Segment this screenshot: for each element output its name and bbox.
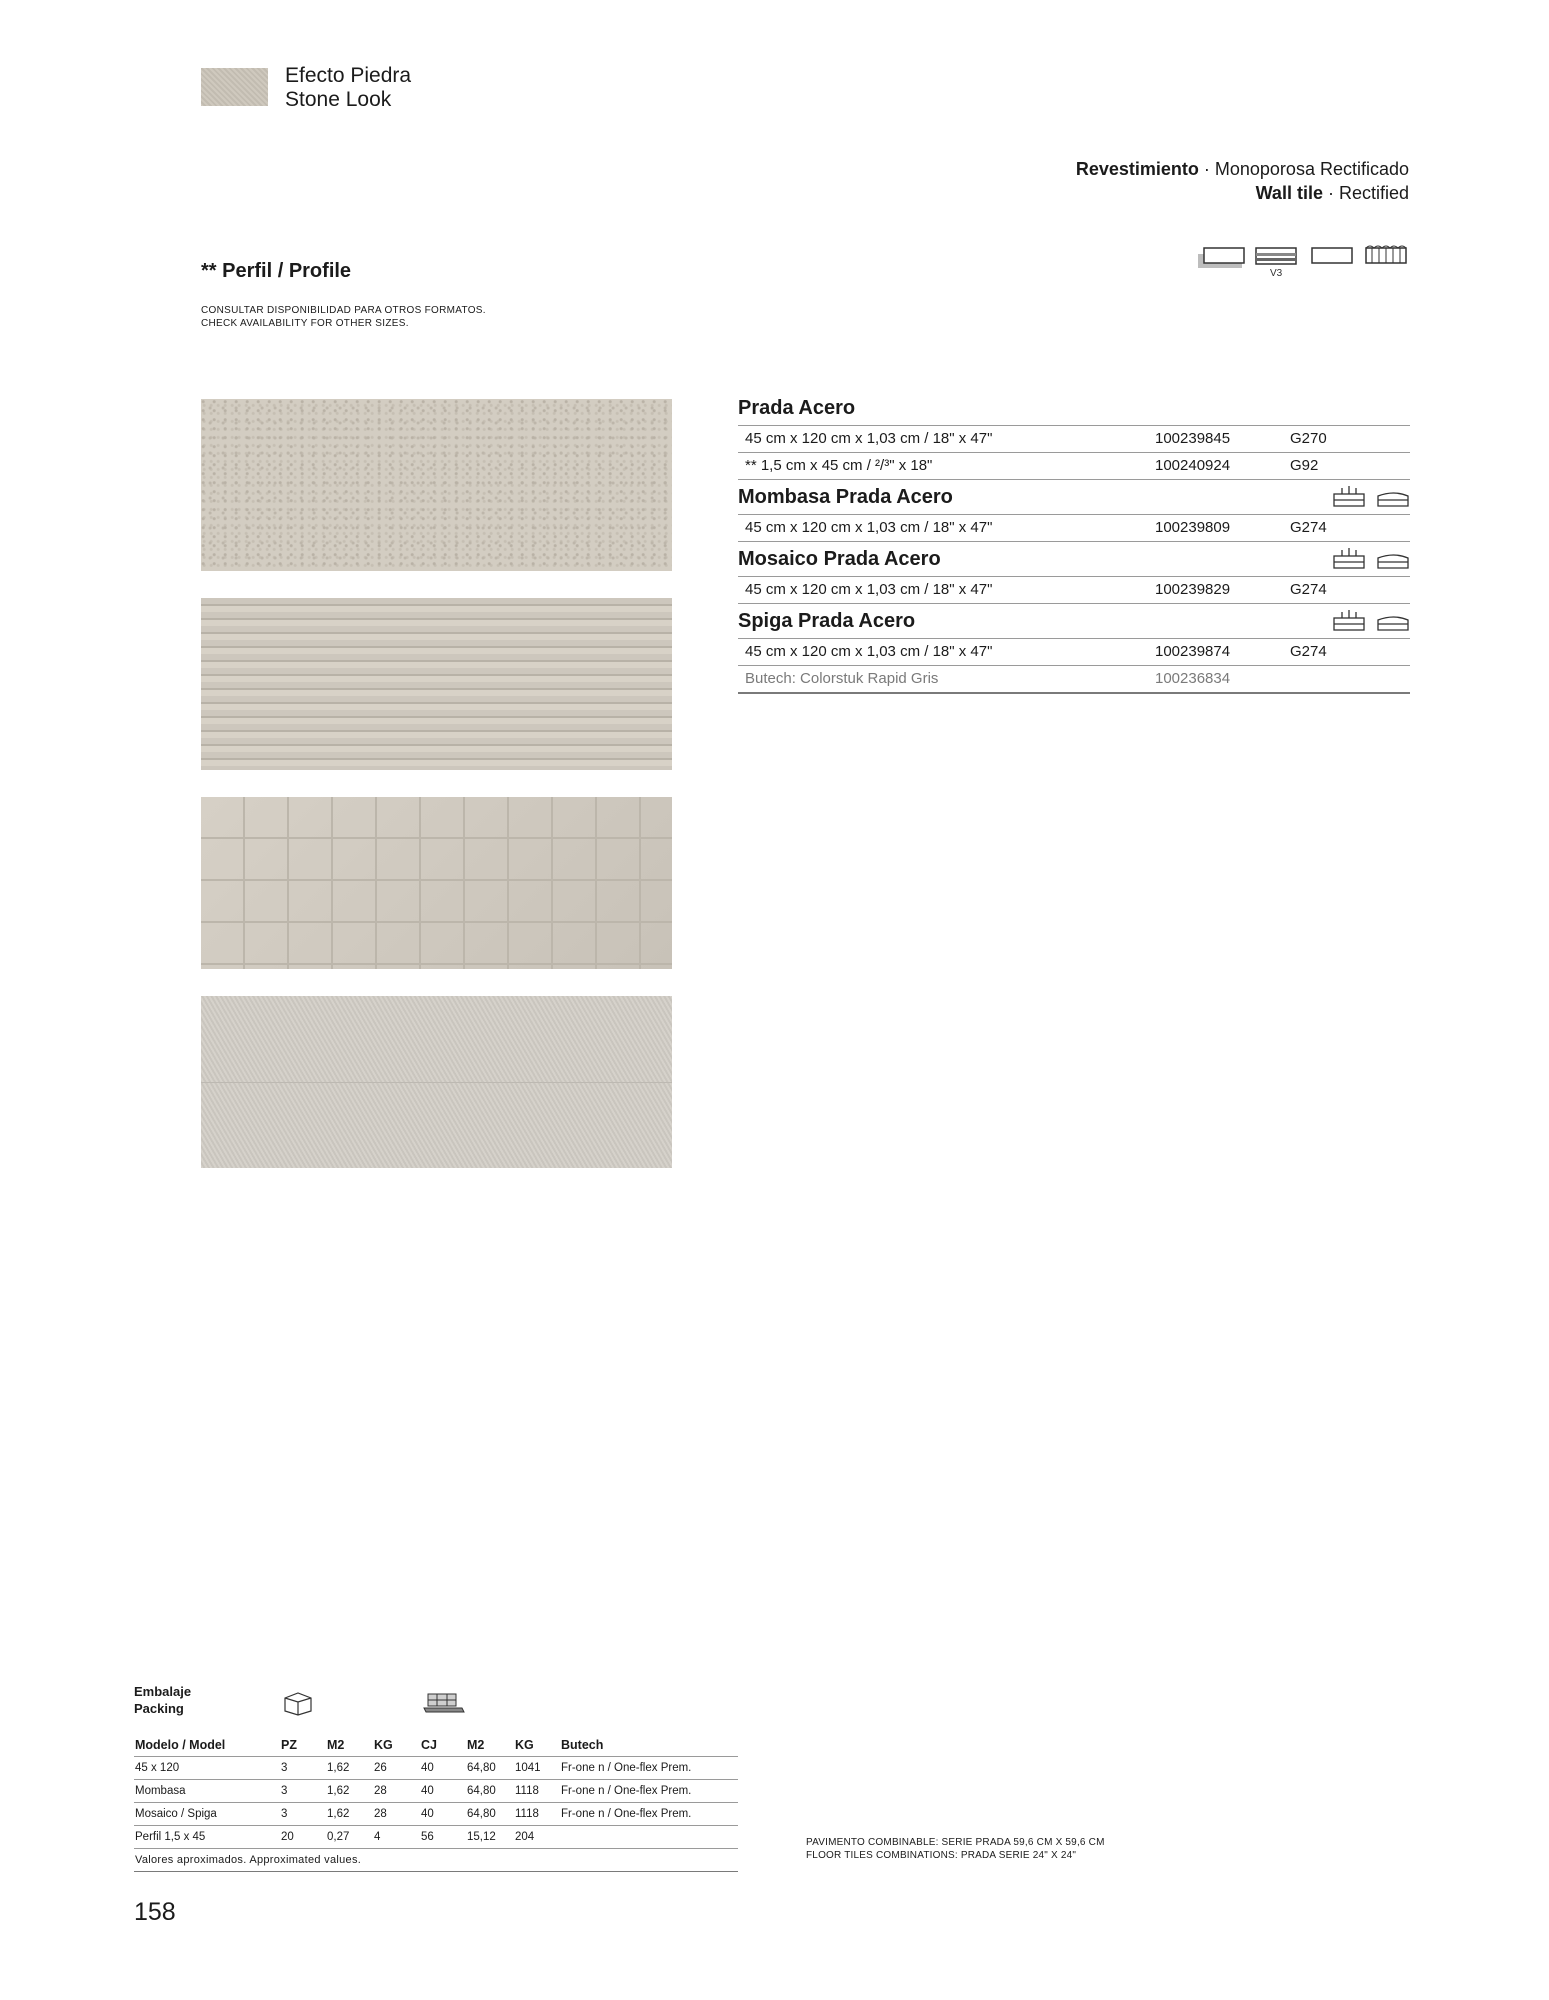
- product-table: [738, 391, 1410, 694]
- col-pallet-m2: M2: [467, 1737, 485, 1752]
- col-model: Modelo / Model: [135, 1737, 226, 1752]
- rectangle-tile-icon: [1312, 248, 1352, 263]
- floor-combination-note: PAVIMENTO COMBINABLE: SERIE PRADA 59,6 CM X 59,6 CM FLOOR TILES COMBINATIONS: PRADA SERIE 24" X 24": [806, 1837, 1105, 1861]
- group: G270: [1290, 430, 1327, 447]
- col-pallet-kg: KG: [515, 1737, 534, 1752]
- butech-label: Butech: Colorstuk Rapid Gris: [745, 670, 939, 687]
- col-butech: Butech: [561, 1737, 604, 1752]
- packing-table: [134, 1733, 738, 1872]
- pallet-icon: [422, 1690, 466, 1716]
- wall-application-icon: [1334, 610, 1364, 630]
- v3-label: V3: [1270, 268, 1283, 279]
- availability-note-en: CHECK AVAILABILITY FOR OTHER SIZES.: [201, 318, 409, 329]
- bathroom-application-icon: [1378, 493, 1408, 506]
- product-row: [738, 426, 1410, 453]
- packing-header-row: [134, 1733, 738, 1757]
- format-icons: [1198, 244, 1410, 284]
- section-title: Efecto Piedra: [285, 64, 412, 87]
- bathroom-application-icon: [1378, 555, 1408, 568]
- group: G274: [1290, 643, 1327, 660]
- product-row: [738, 515, 1410, 542]
- col-m2: M2: [327, 1737, 345, 1752]
- code: 100239829: [1155, 581, 1231, 598]
- table-row: Perfil 1,5 x 45 20 0,27 4 56 15,12 204: [134, 1826, 738, 1849]
- size: 45 cm x 120 cm x 1,03 cm / 18" x 47": [745, 643, 993, 660]
- tile-image-prada-acero: [201, 399, 672, 571]
- product-subtype-en: · Rectified: [1327, 183, 1409, 203]
- butech-code: 100236834: [1155, 670, 1231, 687]
- product-row: [738, 577, 1410, 604]
- application-icons: [1332, 486, 1410, 510]
- availability-note-es: CONSULTAR DISPONIBILIDAD PARA OTROS FORMATOS.: [201, 305, 486, 316]
- product-row: [738, 639, 1410, 666]
- bathroom-application-icon: [1378, 617, 1408, 630]
- product-type-es: Revestimiento: [1075, 159, 1199, 179]
- packing-label: Embalaje Packing: [134, 1684, 192, 1716]
- tile-image-spiga-prada-acero: [201, 996, 672, 1168]
- code: 100239845: [1155, 430, 1231, 447]
- code: 100240924: [1155, 457, 1231, 474]
- section-subtitle: Stone Look: [285, 88, 392, 111]
- product-name: Mombasa Prada Acero: [738, 480, 1410, 515]
- size: ** 1,5 cm x 45 cm / ²/³" x 18": [745, 457, 933, 474]
- butech-row: [738, 666, 1410, 694]
- col-cj: CJ: [421, 1737, 437, 1752]
- box-icon: [282, 1690, 314, 1716]
- size: 45 cm x 120 cm x 1,03 cm / 18" x 47": [745, 430, 993, 447]
- size: 45 cm x 120 cm x 1,03 cm / 18" x 47": [745, 519, 993, 536]
- application-icons: [1332, 610, 1410, 634]
- table-row: 45 x 120 3 1,62 26 40 64,80 1041 Fr-one n / One-flex Prem.: [134, 1757, 738, 1780]
- approx-values-note: Valores aproximados. Approximated values.: [134, 1849, 738, 1872]
- product-type-line-en: [1256, 182, 1409, 204]
- col-kg: KG: [374, 1737, 393, 1752]
- group: G274: [1290, 581, 1327, 598]
- product-name: Spiga Prada Acero: [738, 604, 1410, 639]
- product-name: Mosaico Prada Acero: [738, 542, 1410, 577]
- application-icons: [1332, 548, 1410, 572]
- decor-profile-icon: [1366, 246, 1406, 263]
- table-row: Mosaico / Spiga 3 1,62 28 40 64,80 1118 Fr-one n / One-flex Prem.: [134, 1803, 738, 1826]
- product-row: [738, 453, 1410, 480]
- table-row: Mombasa 3 1,62 28 40 64,80 1118 Fr-one n / One-flex Prem.: [134, 1780, 738, 1803]
- product-subtype-es: · Monoporosa Rectificado: [1203, 159, 1409, 179]
- product-name: Prada Acero: [738, 391, 1410, 426]
- wall-application-icon: [1334, 548, 1364, 568]
- group: G274: [1290, 519, 1327, 536]
- tile-shadow-icon: [1198, 248, 1244, 268]
- code: 100239809: [1155, 519, 1231, 536]
- code: 100239874: [1155, 643, 1231, 660]
- variation-v3-icon: [1256, 248, 1296, 279]
- page-number: 158: [134, 1898, 176, 1926]
- wall-application-icon: [1334, 486, 1364, 506]
- tile-image-mosaico-prada-acero: [201, 797, 672, 969]
- profile-heading: ** Perfil / Profile: [201, 260, 352, 282]
- group: G92: [1290, 457, 1319, 474]
- size: 45 cm x 120 cm x 1,03 cm / 18" x 47": [745, 581, 993, 598]
- product-type-line-es: [1076, 158, 1409, 180]
- tile-image-mombasa-prada-acero: [201, 598, 672, 770]
- product-type-en: Wall tile: [1255, 183, 1323, 203]
- packing-note-row: [134, 1849, 738, 1872]
- stone-look-swatch: [201, 68, 268, 106]
- col-pz: PZ: [281, 1737, 297, 1752]
